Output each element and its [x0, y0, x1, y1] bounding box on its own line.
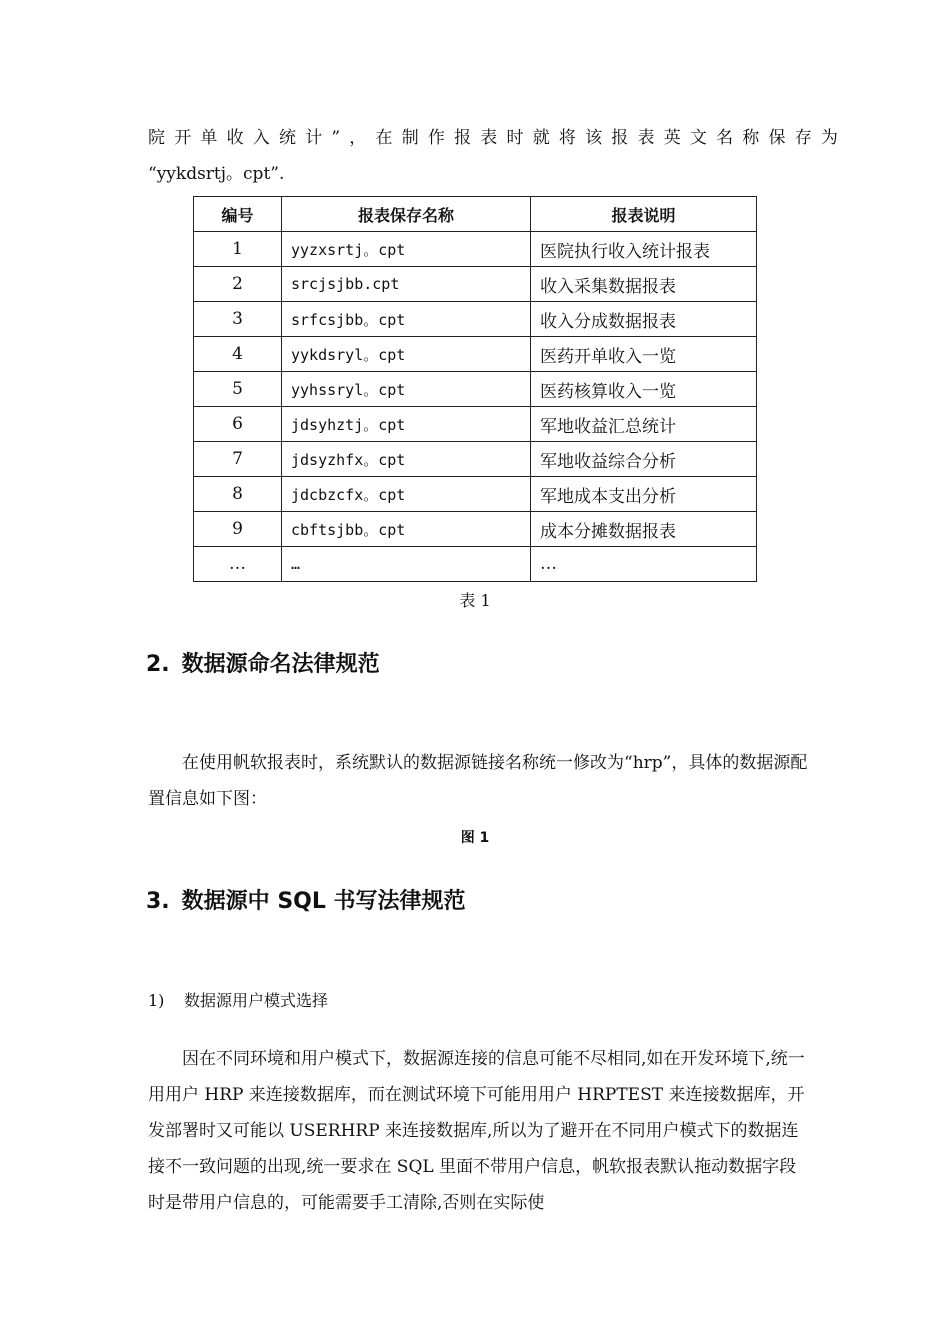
table-row: [194, 302, 757, 337]
cell-description: …: [531, 547, 757, 582]
cell-number: 2: [194, 267, 282, 302]
cell-description: 军地收益汇总统计: [531, 407, 757, 442]
cell-description: 军地收益综合分析: [531, 442, 757, 477]
cell-filename: jdsyzhfx。cpt: [282, 442, 531, 477]
cell-description: 收入采集数据报表: [531, 267, 757, 302]
table-row: [194, 267, 757, 302]
table-row: [194, 442, 757, 477]
table-row: [194, 232, 757, 267]
table-row: [194, 372, 757, 407]
cell-number: …: [194, 547, 282, 582]
cell-filename: srcjsjbb.cpt: [282, 267, 531, 302]
table-header-row: [194, 197, 757, 232]
section-3-heading: [146, 884, 466, 915]
cell-number: 1: [194, 232, 282, 267]
cell-filename: cbftsjbb。cpt: [282, 512, 531, 547]
section-2-heading: [146, 647, 380, 678]
header-description: 报表说明: [531, 197, 757, 232]
section-3-paragraph: 因在不同环境和用户模式下，数据源连接的信息可能不尽相同,如在开发环境下,统一用用户 HRP 来连接数据库，而在测试环境下可能用用户 HRPTEST 来连接数据库，开发部署时又可能以 USERHRP 来连接数据库,所以为了避开在不同用户模式下的数据连接不一致问题的出现,统一要求在 SQL 里面不带用户信息，帆软报表默认拖动数据字段时是带用户信息的，可能需要手工清除,否则在实际使: [148, 1049, 805, 1213]
section-3-number: 3.: [146, 889, 170, 914]
figure-caption: 图 1: [460, 830, 490, 846]
report-naming-table: [193, 196, 757, 582]
cell-number: 9: [194, 512, 282, 547]
header-filename: 报表保存名称: [282, 197, 531, 232]
table-body: [194, 232, 757, 582]
table-row: [194, 547, 757, 582]
cell-filename: yyhssryl。cpt: [282, 372, 531, 407]
cell-filename: jdsyhztj。cpt: [282, 407, 531, 442]
intro-paragraph: [148, 120, 848, 192]
intro-line-1: 院开单收入统计”，在制作报表时就将该报表英文名称保存为: [148, 128, 848, 148]
table-row: [194, 512, 757, 547]
cell-number: 5: [194, 372, 282, 407]
header-number: 编号: [194, 197, 282, 232]
subsection-heading: [148, 988, 328, 1011]
table-row: [194, 477, 757, 512]
cell-description: 军地成本支出分析: [531, 477, 757, 512]
cell-description: 收入分成数据报表: [531, 302, 757, 337]
section-2-title: 数据源命名法律规范: [181, 652, 380, 677]
cell-description: 医药核算收入一览: [531, 372, 757, 407]
intro-line-2: “yykdsrtj。cpt”.: [148, 164, 285, 184]
section-2-paragraph: 在使用帆软报表时，系统默认的数据源链接名称统一修改为“hrp”，具体的数据源配置信息如下图：: [148, 753, 808, 809]
cell-number: 3: [194, 302, 282, 337]
cell-filename: yykdsryl。cpt: [282, 337, 531, 372]
cell-number: 4: [194, 337, 282, 372]
cell-filename: jdcbzcfx。cpt: [282, 477, 531, 512]
cell-description: 医院执行收入统计报表: [531, 232, 757, 267]
cell-filename: yyzxsrtj。cpt: [282, 232, 531, 267]
cell-description: 成本分摊数据报表: [531, 512, 757, 547]
cell-number: 8: [194, 477, 282, 512]
section-2-number: 2.: [146, 652, 170, 677]
subsection-number: 1): [148, 991, 165, 1010]
table-row: [194, 337, 757, 372]
cell-number: 7: [194, 442, 282, 477]
table-caption: 表 1: [459, 591, 491, 610]
subsection-title: 数据源用户模式选择: [184, 991, 329, 1010]
table-row: [194, 407, 757, 442]
cell-filename: …: [282, 547, 531, 582]
cell-filename: srfcsjbb。cpt: [282, 302, 531, 337]
section-3-title: 数据源中 SQL 书写法律规范: [181, 889, 466, 914]
cell-description: 医药开单收入一览: [531, 337, 757, 372]
cell-number: 6: [194, 407, 282, 442]
